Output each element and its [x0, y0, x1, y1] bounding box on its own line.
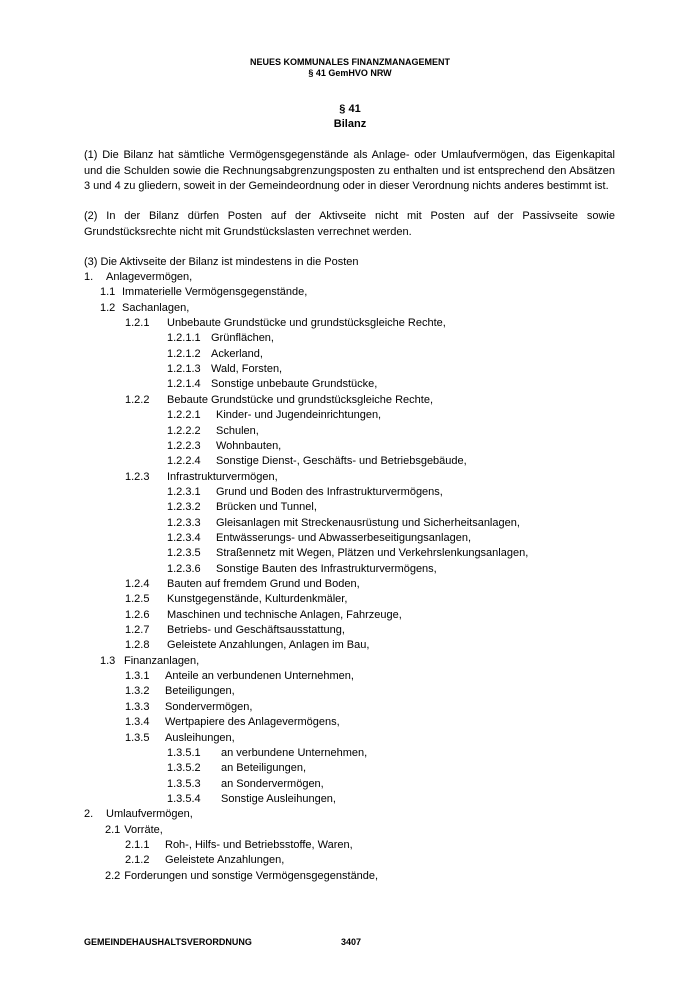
outline-item-number: 1.2 — [100, 301, 116, 314]
outline-item-text: Grünflächen, — [211, 332, 274, 345]
outline-item-text: Sonstige unbebaute Grundstücke, — [211, 378, 378, 391]
outline-item-text: Anteile an verbundenen Unternehmen, — [165, 670, 354, 683]
outline-item-number: 1.2.1.3 — [167, 363, 201, 376]
outline-item-number: 1.3.5.2 — [167, 762, 201, 775]
outline-item-text: Brücken und Tunnel, — [216, 501, 317, 514]
outline-item-number: 1.3.1 — [125, 670, 150, 683]
outline-item-number: 1.2.2.3 — [167, 439, 201, 452]
outline-item — [167, 563, 437, 576]
paragraph-1: (1) Die Bilanz hat sämtliche Vermögensgegenstände als Anlage- oder Umlaufvermögen, das Eigenkapital und die Schulden sowie die Rechnungsabgrenzungsposten zu enthalten und ist entsprechend den Absätzen 3 und 4 zu gliedern, soweit in der Gemeindeordnung oder in dieser Verordnung nichts anderes bestimmt ist. — [84, 149, 615, 192]
outline-item-text: Immaterielle Vermögensgegenstände, — [122, 286, 308, 299]
outline-item — [167, 532, 471, 545]
outline-item — [100, 302, 189, 315]
outline-item — [125, 578, 360, 591]
outline-item-number: 1.3.5 — [125, 731, 150, 744]
outline-item-number: 1.2.2.4 — [167, 455, 201, 468]
outline-item — [167, 409, 381, 422]
outline-item-number: 1.3 — [100, 654, 116, 667]
outline-item — [125, 471, 278, 484]
outline-item-number: 1.2.8 — [125, 639, 150, 652]
outline-item-number: 2.1.1 — [125, 838, 150, 851]
outline-item — [167, 762, 306, 775]
outline-item — [167, 348, 263, 361]
outline-item-text: Geleistete Anzahlungen, Anlagen im Bau, — [167, 639, 370, 652]
section-number: § 41 — [339, 103, 361, 115]
outline-item-text: Kinder- und Jugendeinrichtungen, — [216, 409, 382, 422]
list-intro: (3) Die Aktivseite der Bilanz ist mindestens in die Posten — [84, 256, 359, 268]
outline-item — [167, 332, 274, 345]
outline-item — [167, 778, 324, 791]
outline-item-number: 1.2.3.1 — [167, 485, 201, 498]
outline-item-text: Sonstige Ausleihungen, — [221, 792, 336, 805]
footer-title: GEMEINDEHAUSHALTSVERORDNUNG — [84, 937, 252, 947]
outline-item-number: 1.2.5 — [125, 593, 150, 606]
outline-item-text: Bebaute Grundstücke und grundstücksgleiche Rechte, — [167, 393, 433, 406]
outline-item-text: Bauten auf fremdem Grund und Boden, — [167, 578, 360, 590]
outline-item-number: 1.2.2.2 — [167, 424, 201, 437]
outline-item — [167, 793, 336, 806]
running-header-title: NEUES KOMMUNALES FINANZMANAGEMENT — [250, 57, 450, 67]
outline-item — [167, 440, 281, 453]
outline-item-text: Sondervermögen, — [165, 700, 253, 713]
outline-item — [100, 655, 199, 668]
outline-item-number: 1.2.2.1 — [167, 409, 201, 422]
outline-item-text: Wertpapiere des Anlagevermögens, — [165, 716, 340, 729]
outline-item-number: 1.3.5.4 — [167, 792, 201, 805]
outline-item — [84, 271, 192, 284]
outline-item — [167, 486, 443, 499]
outline-item-number: 1.2.3.5 — [167, 547, 201, 560]
outline-item — [167, 425, 259, 438]
outline-item-number: 1.1 — [100, 286, 116, 299]
outline-item-number: 1.3.2 — [125, 685, 150, 698]
outline-item-text: Geleistete Anzahlungen, — [165, 854, 285, 867]
outline-item-number: 1.3.5.3 — [167, 777, 201, 790]
outline-item-number: 2.2 — [105, 869, 121, 882]
running-header-subtitle: § 41 GemHVO NRW — [308, 68, 392, 78]
outline-item-number: 1.2.2 — [125, 393, 150, 406]
outline-item-number: 1.2.3.4 — [167, 531, 201, 544]
outline-item-text: an Sondervermögen, — [221, 777, 324, 790]
outline-item — [125, 609, 402, 622]
section-title: Bilanz — [333, 118, 367, 130]
outline-item — [105, 824, 163, 837]
page-number: 3407 — [341, 937, 362, 947]
outline-item-number: 1. — [84, 271, 94, 283]
outline-item — [167, 747, 367, 760]
outline-item-text: Unbebaute Grundstücke und grundstücksgleiche Rechte, — [167, 317, 446, 330]
outline-item-text: Sachanlagen, — [122, 301, 190, 314]
outline-item-number: 1.3.4 — [125, 716, 150, 729]
outline-item — [125, 854, 284, 867]
outline-item-text: Wald, Forsten, — [211, 363, 283, 376]
outline-item-text: Roh-, Hilfs- und Betriebsstoffe, Waren, — [165, 838, 353, 851]
outline-item-text: Schulen, — [216, 424, 259, 437]
outline-item-number: 1.3.3 — [125, 700, 150, 713]
outline-item-text: an verbundene Unternehmen, — [221, 746, 368, 759]
outline-item — [167, 501, 317, 514]
outline-item — [125, 701, 252, 714]
outline-item-text: Grund und Boden des Infrastrukturvermögens, — [216, 485, 443, 498]
outline-item-text: Forderungen und sonstige Vermögensgegenstände, — [124, 869, 379, 882]
outline-item — [125, 839, 353, 852]
outline-item-text: Anlagevermögen, — [106, 271, 193, 283]
outline-item-number: 1.2.3.6 — [167, 562, 201, 575]
outline-item-text: Entwässerungs- und Abwasserbeseitigungsanlagen, — [216, 531, 471, 544]
outline-item-text: Sonstige Bauten des Infrastrukturvermögens, — [216, 562, 437, 575]
outline-item-text: Betriebs- und Geschäftsausstattung, — [167, 624, 345, 637]
outline-item-text: Straßennetz mit Wegen, Plätzen und Verkehrslenkungsanlagen, — [216, 547, 529, 560]
outline-item-number: 1.2.1 — [125, 317, 150, 330]
outline-item — [167, 547, 528, 560]
outline-item — [167, 378, 377, 391]
outline-item — [125, 639, 369, 652]
outline-item-text: Wohnbauten, — [216, 439, 282, 452]
outline-item-text: Infrastrukturvermögen, — [167, 470, 278, 483]
outline-item — [105, 870, 378, 883]
outline-item-number: 1.2.6 — [125, 608, 150, 621]
outline-item — [125, 624, 345, 637]
outline-item — [125, 716, 340, 729]
outline-item-number: 1.2.3 — [125, 470, 150, 483]
outline-item — [125, 317, 446, 330]
outline-item-text: Maschinen und technische Anlagen, Fahrzeuge, — [167, 608, 402, 621]
outline-item — [167, 517, 520, 530]
outline-item-text: Beteiligungen, — [165, 685, 235, 698]
outline-item-text: Ausleihungen, — [165, 731, 235, 744]
outline-item — [125, 670, 354, 683]
outline-item-number: 1.2.1.2 — [167, 347, 201, 360]
outline-item-number: 1.3.5.1 — [167, 746, 201, 759]
outline-item — [100, 286, 307, 299]
outline-item — [167, 363, 282, 376]
outline-item-text: Kunstgegenstände, Kulturdenkmäler, — [167, 593, 348, 606]
outline-item-text: Ackerland, — [211, 347, 263, 360]
outline-item-text: an Beteiligungen, — [221, 762, 307, 775]
outline-item — [125, 394, 433, 407]
outline-item-number: 1.2.1.4 — [167, 378, 201, 391]
outline-item-text: Vorräte, — [124, 823, 163, 836]
outline-item-text: Finanzanlagen, — [124, 654, 200, 667]
outline-item — [125, 732, 235, 745]
outline-item-number: 2.1 — [105, 823, 121, 836]
outline-item — [167, 455, 467, 468]
outline-item-number: 1.2.3.2 — [167, 501, 201, 514]
outline-item-number: 1.2.3.3 — [167, 516, 201, 529]
paragraph-2: (2) In der Bilanz dürfen Posten auf der Aktivseite nicht mit Posten auf der Passivseite sowie Grundstücksrechte nicht mit Grundstückslasten verrechnet werden. — [84, 210, 615, 238]
outline-item — [125, 685, 235, 698]
outline-item-number: 1.2.4 — [125, 578, 150, 590]
outline-item-number: 2. — [84, 808, 94, 821]
outline-item-text: Gleisanlagen mit Streckenausrüstung und Sicherheitsanlagen, — [216, 516, 520, 529]
outline-item-number: 1.2.7 — [125, 624, 150, 637]
outline-item-text: Umlaufvermögen, — [106, 808, 193, 821]
outline-item-number: 1.2.1.1 — [167, 332, 201, 345]
outline-item — [125, 593, 347, 606]
outline-item-text: Sonstige Dienst-, Geschäfts- und Betriebsgebäude, — [216, 455, 467, 468]
outline-item — [84, 808, 193, 821]
outline-item-number: 2.1.2 — [125, 854, 150, 867]
